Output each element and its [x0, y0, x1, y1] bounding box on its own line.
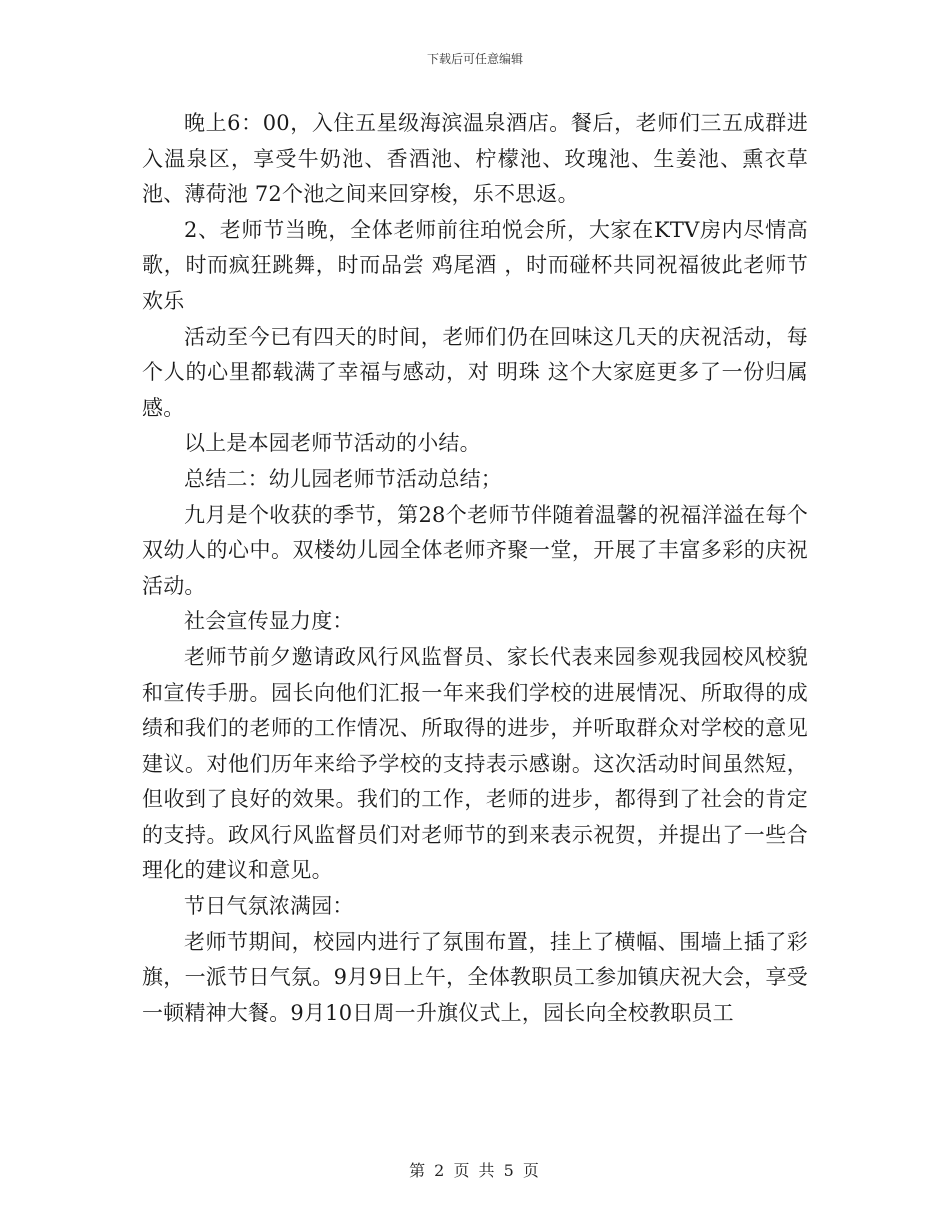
document-body [142, 106, 808, 1031]
paragraph: 老师节期间，校园内进行了氛围布置，挂上了横幅、围墙上插了彩旗，一派节日气氛。9月9日上午，全体教职员工参加镇庆祝大会，享受一顿精神大餐。9月10日周一升旗仪式上，园长向全校教职员工 [142, 929, 808, 1025]
section-heading: 总结二：幼儿园老师节活动总结； [184, 466, 502, 491]
paragraph: 老师节前夕邀请政风行风监督员、家长代表来园参观我园校风校貌和宣传手册。园长向他们汇报一年来我们学校的进展情况、所取得的成绩和我们的老师的工作情况、所取得的进步，并听取群众对学校的意见建议。对他们历年来给予学校的支持表示感谢。这次活动时间虽然短，但收到了良好的效果。我们的工作，老师的进步，都得到了社会的肯定的支持。政风行风监督员们对老师节的到来表示祝贺，并提出了一些合理化的建议和意见。 [142, 644, 808, 883]
paragraph: 九月是个收获的季节，第28个老师节伴随着温馨的祝福洋溢在每个双幼人的心中。双楼幼儿园全体老师齐聚一堂，开展了丰富多彩的庆祝活动。 [142, 502, 808, 598]
paragraph: 2、老师节当晚，全体老师前往珀悦会所，大家在KTV房内尽情高歌，时而疯狂跳舞，时而品尝 鸡尾酒 ，时而碰杯共同祝福彼此老师节欢乐 [142, 217, 808, 313]
section-heading: 社会宣传显力度： [184, 609, 354, 634]
page-number: 第 2 页 共 5 页 [409, 1161, 541, 1180]
paragraph: 以上是本园老师节活动的小结。 [184, 431, 481, 456]
paragraph: 晚上6：00，入住五星级海滨温泉酒店。餐后，老师们三五成群进入温泉区，享受牛奶池、香酒池、柠檬池、玫瑰池、生姜池、熏衣草池、薄荷池 72个池之间来回穿梭，乐不思返。 [142, 111, 808, 207]
section-heading: 节日气氛浓满园： [184, 894, 354, 919]
page-header: 下载后可任意编辑 [426, 52, 523, 66]
paragraph: 活动至今已有四天的时间，老师们仍在回味这几天的庆祝活动，每个人的心里都载满了幸福与感动，对 明珠 这个大家庭更多了一份归属感。 [142, 324, 808, 420]
